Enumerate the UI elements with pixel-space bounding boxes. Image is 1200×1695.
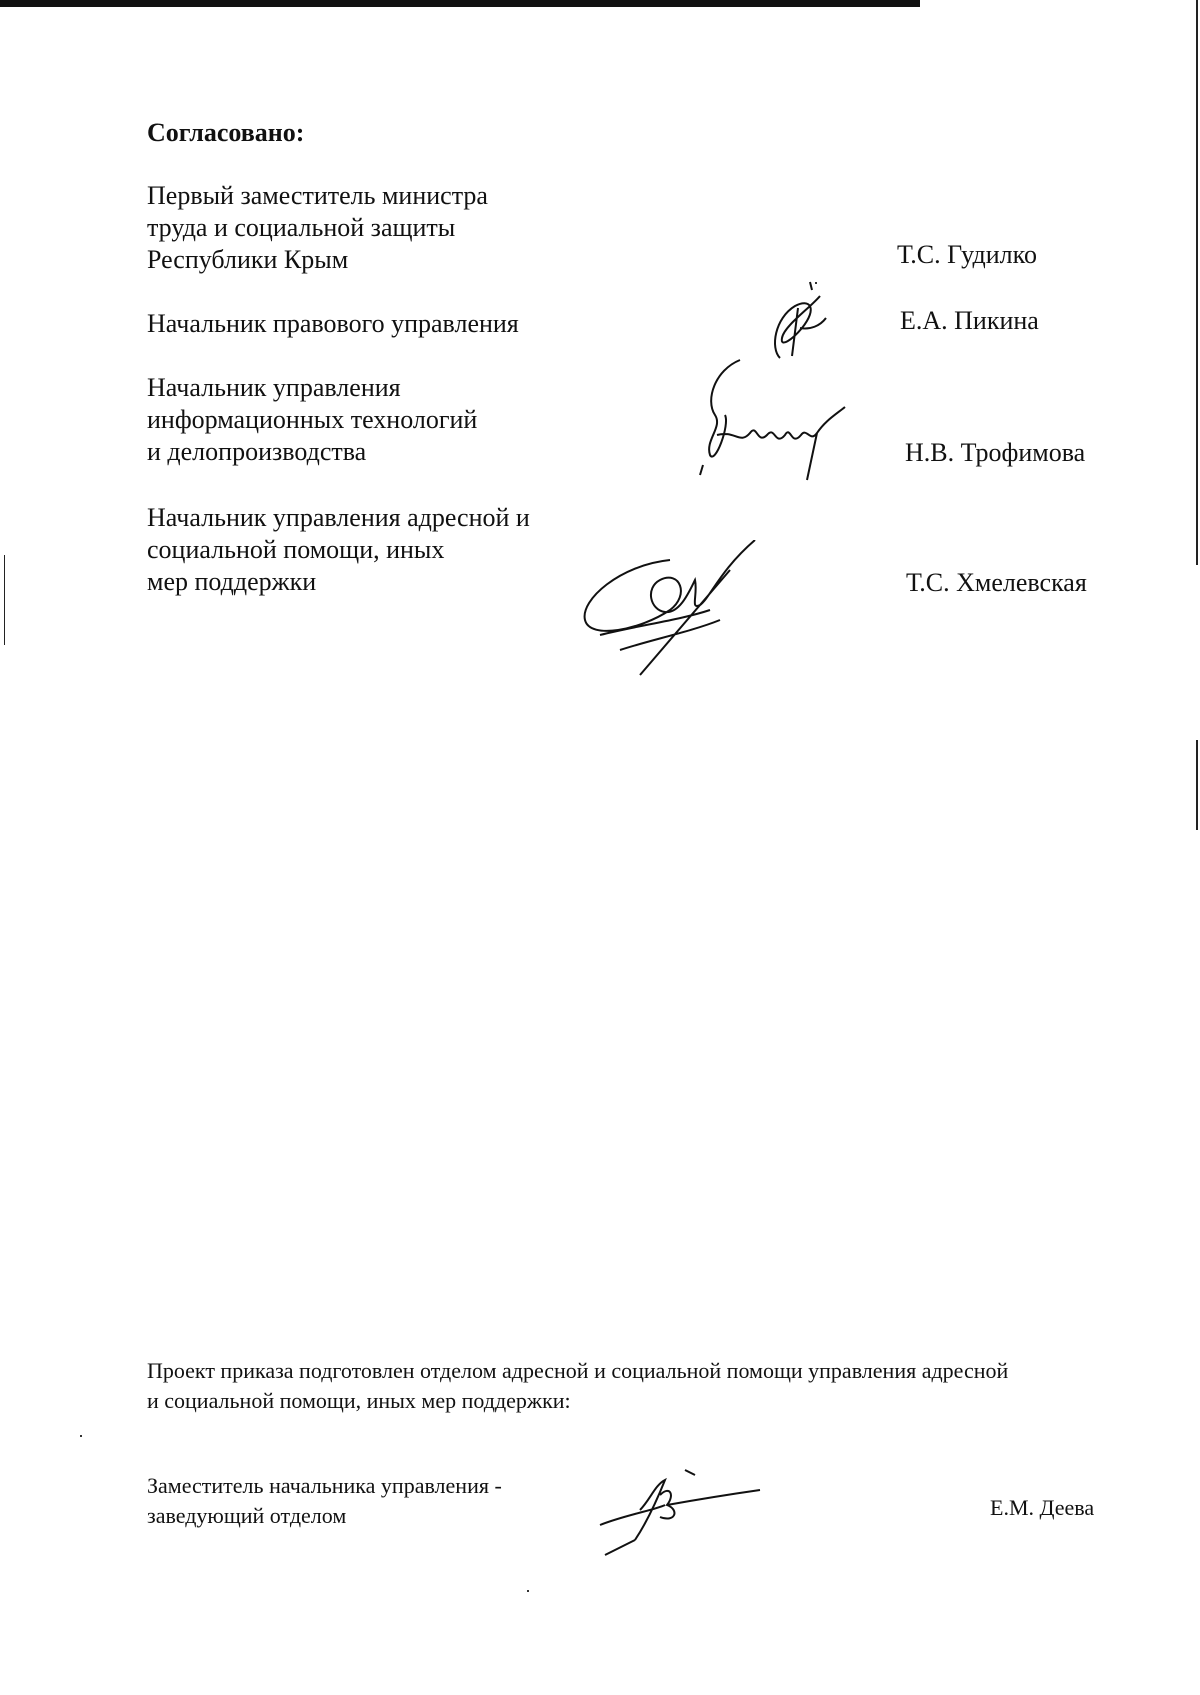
note-line: Проект приказа подготовлен отделом адресной и социальной помощи управления адресной — [147, 1358, 1009, 1383]
signature-khmelevskaya — [580, 540, 780, 680]
position-line: и делопроизводства — [147, 437, 367, 466]
position-line: мер поддержки — [147, 567, 317, 596]
signature-deeva — [595, 1465, 765, 1560]
position-line: Начальник управления — [147, 373, 401, 402]
approver-position-3 — [147, 372, 477, 468]
position-line: Заместитель начальника управления - — [147, 1473, 502, 1498]
signature-trofimova — [695, 355, 855, 485]
scan-right-edge-line — [1196, 740, 1198, 830]
scan-left-edge-line — [4, 555, 5, 645]
scan-right-edge-line — [1196, 0, 1198, 565]
preparer-name: Е.М. Деева — [990, 1495, 1095, 1520]
approver-position-2 — [147, 308, 519, 340]
approver-name-4: Т.С. Хмелевская — [906, 568, 1087, 597]
position-line: социальной помощи, иных — [147, 535, 445, 564]
approver-position-4 — [147, 502, 530, 598]
approval-heading: Согласовано: — [147, 118, 305, 147]
position-line: информационных технологий — [147, 405, 478, 434]
approver-name-1: Т.С. Гудилко — [897, 240, 1037, 269]
position-line: заведующий отделом — [147, 1503, 347, 1528]
approver-name-2: Е.А. Пикина — [900, 306, 1039, 335]
approver-name-3: Н.В. Трофимова — [905, 438, 1086, 467]
position-line: Республики Крым — [147, 245, 349, 274]
note-line: и социальной помощи, иных мер поддержки: — [147, 1388, 571, 1413]
position-line: Начальник управления адресной и — [147, 503, 530, 532]
position-line: Первый заместитель министра — [147, 181, 488, 210]
position-line: труда и социальной защиты — [147, 213, 456, 242]
scan-speck — [527, 1590, 529, 1592]
preparer-position — [147, 1471, 502, 1531]
position-line: Начальник правового управления — [147, 309, 519, 338]
draft-prepared-note — [147, 1356, 1008, 1416]
approver-position-1 — [147, 180, 488, 276]
scan-top-border — [0, 0, 920, 7]
scan-speck — [80, 1435, 82, 1437]
scan-speck — [815, 282, 817, 284]
